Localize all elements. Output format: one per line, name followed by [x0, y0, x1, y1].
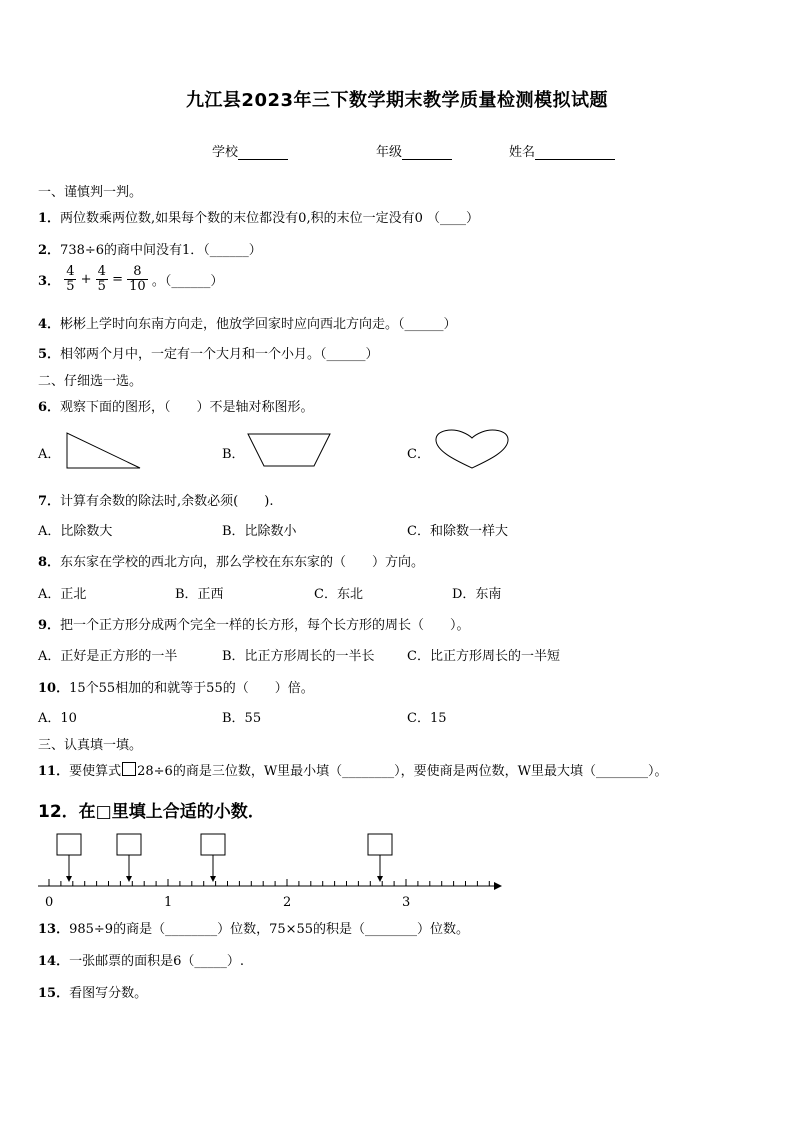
question-number: 9．	[38, 618, 61, 633]
question-tail: 。（______）	[151, 274, 224, 289]
question-3	[38, 265, 223, 294]
equals-sign: =	[112, 272, 123, 287]
question-number: 15．	[38, 986, 70, 1001]
question-text: 看图写分数。	[69, 986, 148, 1001]
name-field[interactable]	[509, 141, 615, 160]
question-text: 要使算式	[69, 764, 122, 779]
question-8	[38, 551, 424, 570]
question-9	[38, 614, 470, 633]
tick-label-0: 0	[45, 895, 54, 910]
grade-label: 年级	[376, 145, 403, 160]
grade-blank[interactable]	[402, 145, 452, 160]
question-12	[38, 797, 265, 822]
question-number: 7．	[38, 494, 61, 509]
question-text: 彬彬上学时向东南方向走，他放学回家时应向西北方向走。（______）	[60, 317, 457, 332]
question-text: 相邻两个月中，一定有一个大月和一个小月。（______）	[60, 347, 379, 362]
question-14	[38, 950, 244, 969]
question-text: 985÷9的商是（________）位数，75×55的积是（________）位数。	[69, 922, 470, 937]
question-text: 一张邮票的面积是6（_____）.	[69, 954, 244, 969]
option-b[interactable]: B．比正方形周长的一半长	[222, 649, 375, 664]
option-a[interactable]: A．比除数大	[38, 524, 113, 539]
axis-ticks	[49, 879, 489, 886]
option-b[interactable]: B．	[222, 447, 245, 462]
answer-box[interactable]	[57, 834, 81, 855]
blank-box[interactable]	[122, 762, 136, 776]
question-text: 两位数乘两位数,如果每个数的末位都没有0,积的末位一定没有0 （____）	[60, 211, 479, 226]
question-text: 东东家在学校的西北方向，那么学校在东东家的（ ）方向。	[60, 555, 425, 570]
question-11	[38, 760, 668, 779]
answer-box[interactable]	[201, 834, 225, 855]
question-6	[38, 396, 314, 415]
question-number: 3．	[38, 274, 61, 289]
fraction-1: $\frac{4}{5}$	[66, 264, 75, 294]
question-number: 13．	[38, 922, 70, 937]
grade-field[interactable]	[376, 141, 452, 160]
option-d[interactable]: D．东南	[452, 587, 502, 602]
option-c[interactable]: C．东北	[314, 587, 363, 602]
question-4	[38, 313, 457, 332]
question-number: 12．	[38, 802, 79, 822]
school-blank[interactable]	[238, 145, 288, 160]
answer-box[interactable]	[117, 834, 141, 855]
question-13	[38, 918, 469, 937]
tick-label-2: 2	[283, 895, 292, 910]
question-10	[38, 677, 314, 696]
section-1-heading: 一、谨慎判一判。	[38, 185, 143, 200]
option-a[interactable]: A．正北	[38, 587, 87, 602]
option-b[interactable]: B．正西	[175, 587, 224, 602]
question-number: 5．	[38, 347, 61, 362]
question-number: 14．	[38, 954, 70, 969]
answer-box[interactable]	[368, 834, 392, 855]
option-c[interactable]: C．比正方形周长的一半短	[407, 649, 560, 664]
school-field[interactable]	[212, 141, 288, 160]
question-text: 把一个正方形分成两个完全一样的长方形，每个长方形的周长（ ）。	[60, 618, 470, 633]
tick-label-3: 3	[402, 895, 411, 910]
option-c[interactable]: C．15	[407, 711, 447, 726]
question-5	[38, 343, 379, 362]
heart-shape	[432, 426, 512, 472]
option-c[interactable]: C．	[407, 447, 430, 462]
number-line	[30, 830, 510, 910]
section-3-heading: 三、认真填一填。	[38, 738, 143, 753]
question-1	[38, 207, 479, 226]
question-text: 15个55相加的和就等于55的（ ）倍。	[69, 681, 314, 696]
page-title: 九江县2023年三下数学期末教学质量检测模拟试题	[185, 90, 609, 111]
tick-label-1: 1	[164, 895, 173, 910]
plus-sign: +	[80, 272, 92, 287]
name-label: 姓名	[509, 145, 536, 160]
name-blank[interactable]	[535, 145, 615, 160]
fraction-3: $\frac{8}{10}$	[129, 264, 146, 294]
question-number: 1．	[38, 211, 61, 226]
question-15	[38, 982, 147, 1001]
question-number: 10．	[38, 681, 70, 696]
question-text: 28÷6的商是三位数，W里最小填（________），要使商是两位数，W里最大填（________）。	[137, 764, 668, 779]
question-number: 6．	[38, 400, 61, 415]
question-text: 计算有余数的除法时,余数必须( ).	[60, 494, 274, 509]
right-triangle-shape	[62, 430, 146, 472]
question-text: 738÷6的商中间没有1．（______）	[60, 243, 262, 258]
question-number: 11．	[38, 764, 70, 779]
question-number: 4．	[38, 317, 61, 332]
question-number: 2．	[38, 243, 61, 258]
question-text: 观察下面的图形，（ ）不是轴对称图形。	[60, 400, 314, 415]
trapezoid-shape	[244, 430, 334, 470]
school-label: 学校	[212, 145, 239, 160]
option-b[interactable]: B．55	[222, 711, 262, 726]
fraction-2: $\frac{4}{5}$	[97, 264, 106, 294]
option-a[interactable]: A．10	[38, 711, 77, 726]
question-7	[38, 490, 273, 509]
option-a[interactable]: A．	[38, 447, 61, 462]
option-a[interactable]: A．正好是正方形的一半	[38, 649, 178, 664]
section-2-heading: 二、仔细选一选。	[38, 374, 143, 389]
question-text: 在□里填上合适的小数．	[78, 802, 265, 822]
option-b[interactable]: B．比除数小	[222, 524, 297, 539]
question-2	[38, 239, 262, 258]
question-number: 8．	[38, 555, 61, 570]
option-c[interactable]: C．和除数一样大	[407, 524, 508, 539]
